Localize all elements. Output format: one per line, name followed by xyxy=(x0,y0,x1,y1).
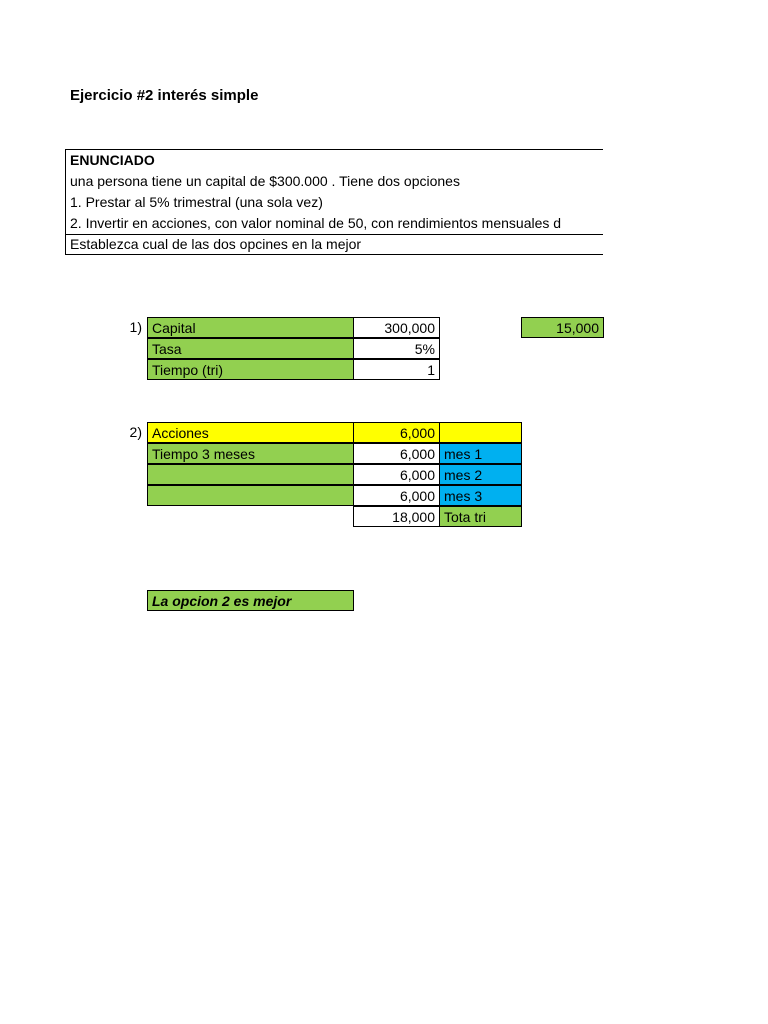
option2-total-note[interactable]: Tota tri xyxy=(439,506,522,527)
option2-time-label[interactable]: Tiempo 3 meses xyxy=(147,443,354,464)
option1-capital-label[interactable]: Capital xyxy=(147,317,354,338)
option2-month2-value[interactable]: 6,000 xyxy=(353,464,440,485)
conclusion-cell[interactable]: La opcion 2 es mejor xyxy=(147,590,354,611)
option1-time-value[interactable]: 1 xyxy=(353,359,440,380)
statement-line: 1. Prestar al 5% trimestral (una sola vez) xyxy=(70,194,323,210)
option2-total-value[interactable]: 18,000 xyxy=(353,506,440,527)
option2-row3-label[interactable] xyxy=(147,464,354,485)
option1-number: 1) xyxy=(129,319,142,335)
option1-rate-label[interactable]: Tasa xyxy=(147,338,354,359)
option2-month3-value[interactable]: 6,000 xyxy=(353,485,440,506)
option2-shares-label[interactable]: Acciones xyxy=(147,422,354,443)
option1-result[interactable]: 15,000 xyxy=(521,317,604,338)
statement-line: Establezca cual de las dos opcines en la mejor xyxy=(70,236,362,252)
option2-row4-label[interactable] xyxy=(147,485,354,506)
option2-shares-note[interactable] xyxy=(439,422,522,443)
page-title: Ejercicio #2 interés simple xyxy=(70,87,259,104)
option1-capital-value[interactable]: 300,000 xyxy=(353,317,440,338)
option2-month1-note[interactable]: mes 1 xyxy=(439,443,522,464)
option2-month2-note[interactable]: mes 2 xyxy=(439,464,522,485)
option2-shares-value[interactable]: 6,000 xyxy=(353,422,440,443)
statement-heading: ENUNCIADO xyxy=(70,152,155,168)
option2-month3-note[interactable]: mes 3 xyxy=(439,485,522,506)
option1-rate-value[interactable]: 5% xyxy=(353,338,440,359)
option2-month1-value[interactable]: 6,000 xyxy=(353,443,440,464)
option2-number: 2) xyxy=(129,424,142,440)
statement-line: una persona tiene un capital de $300.000 . Tiene dos opciones xyxy=(70,173,460,189)
statement-line: 2. Invertir en acciones, con valor nominal de 50, con rendimientos mensuales d xyxy=(70,215,562,231)
statement-box xyxy=(65,149,603,255)
option1-time-label[interactable]: Tiempo (tri) xyxy=(147,359,354,380)
